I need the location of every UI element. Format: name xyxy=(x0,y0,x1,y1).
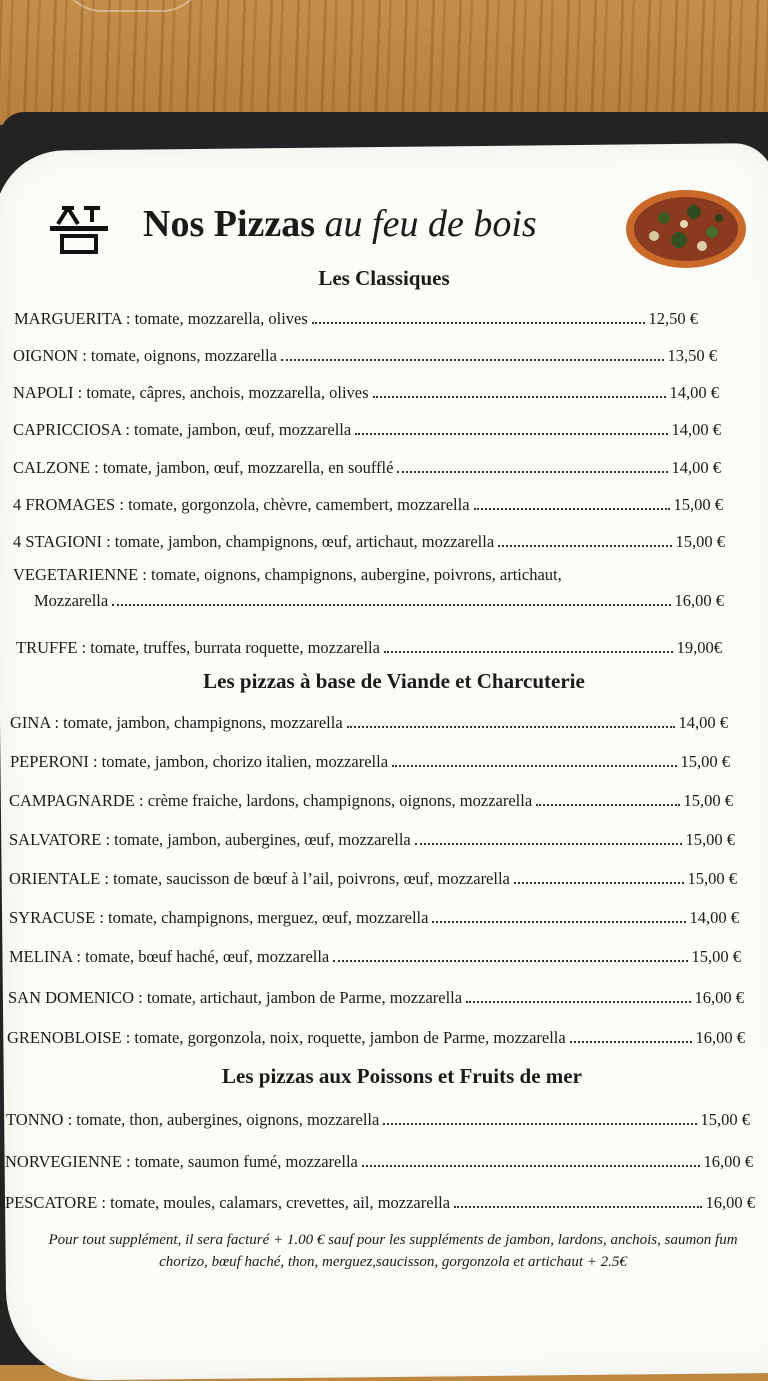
item-price: 14,00 € xyxy=(678,713,728,732)
item-price: 16,00 € xyxy=(703,1152,753,1171)
item-price: 15,00 € xyxy=(675,532,725,551)
item-price: 15,00 € xyxy=(680,752,730,771)
item-name: NAPOLI : tomate, câpres, anchois, mozzarella, olives xyxy=(13,383,369,402)
menu-item-truffe xyxy=(16,632,722,658)
supplement-footnote xyxy=(18,1229,768,1273)
item-name: PESCATORE : tomate, moules, calamars, crevettes, ail, mozzarella xyxy=(5,1193,451,1212)
item-name: GRENOBLOISE : tomate, gorgonzola, noix, roquette, jambon de Parme, mozzarella xyxy=(7,1028,566,1047)
dot-leader xyxy=(355,432,667,435)
item-price: 16,00 € xyxy=(705,1193,755,1212)
menu-item-melina xyxy=(9,941,741,967)
footnote-line-1: Pour tout supplément, il sera facturé + 1.00 € sauf pour les suppléments de jambon, lardons, anchois, saumon fum xyxy=(48,1232,738,1248)
item-price: 15,00 € xyxy=(683,791,733,810)
menu-item-napoli xyxy=(13,377,719,403)
item-name: NORVEGIENNE : tomate, saumon fumé, mozzarella xyxy=(5,1152,358,1171)
menu-item-pescatore xyxy=(5,1187,755,1213)
menu-item-vegetarienne xyxy=(34,585,724,611)
item-price: 19,00€ xyxy=(676,638,722,657)
menu-item-peperoni xyxy=(10,746,730,772)
menu-item-syracuse xyxy=(9,902,739,928)
item-name: SALVATORE : tomate, jambon, aubergines, œuf, mozzarella xyxy=(9,830,411,849)
dot-leader xyxy=(415,842,682,845)
item-price: 14,00 € xyxy=(689,908,739,927)
item-price: 14,00 € xyxy=(671,458,721,477)
dot-leader xyxy=(474,507,670,510)
item-price: 16,00 € xyxy=(695,1028,745,1047)
item-price: 15,00 € xyxy=(691,947,741,966)
dot-leader xyxy=(536,803,679,806)
dot-leader xyxy=(362,1164,700,1167)
dot-leader xyxy=(466,1000,690,1003)
item-name: ORIENTALE : tomate, saucisson de bœuf à l’ail, poivrons, œuf, mozzarella xyxy=(9,869,510,888)
menu-item-4-stagioni xyxy=(13,526,725,552)
item-name: 4 STAGIONI : tomate, jambon, champignons, œuf, artichaut, mozzarella xyxy=(13,532,495,551)
item-price: 14,00 € xyxy=(669,383,719,402)
section-title-poissons: Les pizzas aux Poissons et Fruits de mer xyxy=(222,1064,582,1088)
item-price: 15,00 € xyxy=(673,495,723,514)
item-name: CAPRICCIOSA : tomate, jambon, œuf, mozzarella xyxy=(13,420,352,439)
menu-item-campagnarde xyxy=(9,785,733,811)
dot-leader xyxy=(454,1205,701,1208)
menu-item-tonno xyxy=(6,1104,750,1130)
menu-item-marguerita xyxy=(14,303,698,329)
dot-leader xyxy=(432,920,685,923)
menu-item-calzone xyxy=(13,452,721,478)
menu-item-capricciosa xyxy=(13,414,721,440)
menu-item-san-domenico xyxy=(8,982,744,1008)
item-name: GINA : tomate, jambon, champignons, mozzarella xyxy=(10,713,343,732)
dot-leader xyxy=(112,603,670,606)
menu-title-bold: Nos Pizzas xyxy=(143,203,316,245)
menu-item-orientale xyxy=(9,863,737,889)
menu-item-norvegienne xyxy=(5,1146,753,1172)
footnote-line-2: chorizo, bœuf haché, thon, merguez,saucisson, gorgonzola et artichaut + 2.5€ xyxy=(159,1254,627,1270)
menu-item-4-fromages xyxy=(13,489,723,515)
dot-leader xyxy=(392,764,676,767)
dot-leader xyxy=(397,470,667,473)
menu-title-italic: au feu de bois xyxy=(324,203,537,245)
item-name: OIGNON : tomate, oignons, mozzarella xyxy=(13,346,277,365)
item-name: SYRACUSE : tomate, champignons, merguez, œuf, mozzarella xyxy=(9,908,429,927)
item-name: CALZONE : tomate, jambon, œuf, mozzarella, en soufflé xyxy=(13,458,394,477)
dot-leader xyxy=(281,358,664,361)
item-name-line2: Mozzarella xyxy=(34,591,109,610)
wooden-table xyxy=(0,0,768,125)
section-title-viande: Les pizzas à base de Viande et Charcuterie xyxy=(203,669,585,693)
item-name: TONNO : tomate, thon, aubergines, oignons, mozzarella xyxy=(6,1110,380,1129)
item-price: 16,00 € xyxy=(674,591,724,610)
section-title-classiques: Les Classiques xyxy=(318,266,450,290)
item-price: 13,50 € xyxy=(667,346,717,365)
dot-leader xyxy=(347,725,675,728)
dot-leader xyxy=(373,395,666,398)
item-name: TRUFFE : tomate, truffes, burrata roquette, mozzarella xyxy=(16,638,380,657)
item-name: CAMPAGNARDE : crème fraiche, lardons, champignons, oignons, mozzarella xyxy=(9,791,533,810)
menu-item-grenobloise xyxy=(7,1022,745,1048)
item-price: 12,50 € xyxy=(648,309,698,328)
menu-title xyxy=(143,202,537,246)
item-name: 4 FROMAGES : tomate, gorgonzola, chèvre, camembert, mozzarella xyxy=(13,495,470,514)
pizza-photo xyxy=(624,188,748,270)
dot-leader xyxy=(498,544,671,547)
dot-leader xyxy=(384,650,673,653)
item-name: MELINA : tomate, bœuf haché, œuf, mozzarella xyxy=(9,947,330,966)
item-name: PEPERONI : tomate, jambon, chorizo italien, mozzarella xyxy=(10,752,389,771)
item-price: 15,00 € xyxy=(685,830,735,849)
menu-item-oignon xyxy=(13,340,717,366)
item-price: 15,00 € xyxy=(700,1110,750,1129)
dot-leader xyxy=(383,1122,696,1125)
item-price: 15,00 € xyxy=(687,869,737,888)
item-name-line1: VEGETARIENNE : tomate, oignons, champignons, aubergine, poivrons, artichaut, xyxy=(13,565,562,584)
dot-leader xyxy=(514,881,684,884)
item-name: SAN DOMENICO : tomate, artichaut, jambon de Parme, mozzarella xyxy=(8,988,463,1007)
menu-item-salvatore xyxy=(9,824,735,850)
item-price: 14,00 € xyxy=(671,420,721,439)
dot-leader xyxy=(333,959,687,962)
item-name: MARGUERITA : tomate, mozzarella, olives xyxy=(14,309,308,328)
dot-leader xyxy=(570,1040,692,1043)
dot-leader xyxy=(312,321,645,324)
item-price: 16,00 € xyxy=(694,988,744,1007)
restaurant-logo-icon xyxy=(50,204,108,254)
menu-item-gina xyxy=(10,707,728,733)
